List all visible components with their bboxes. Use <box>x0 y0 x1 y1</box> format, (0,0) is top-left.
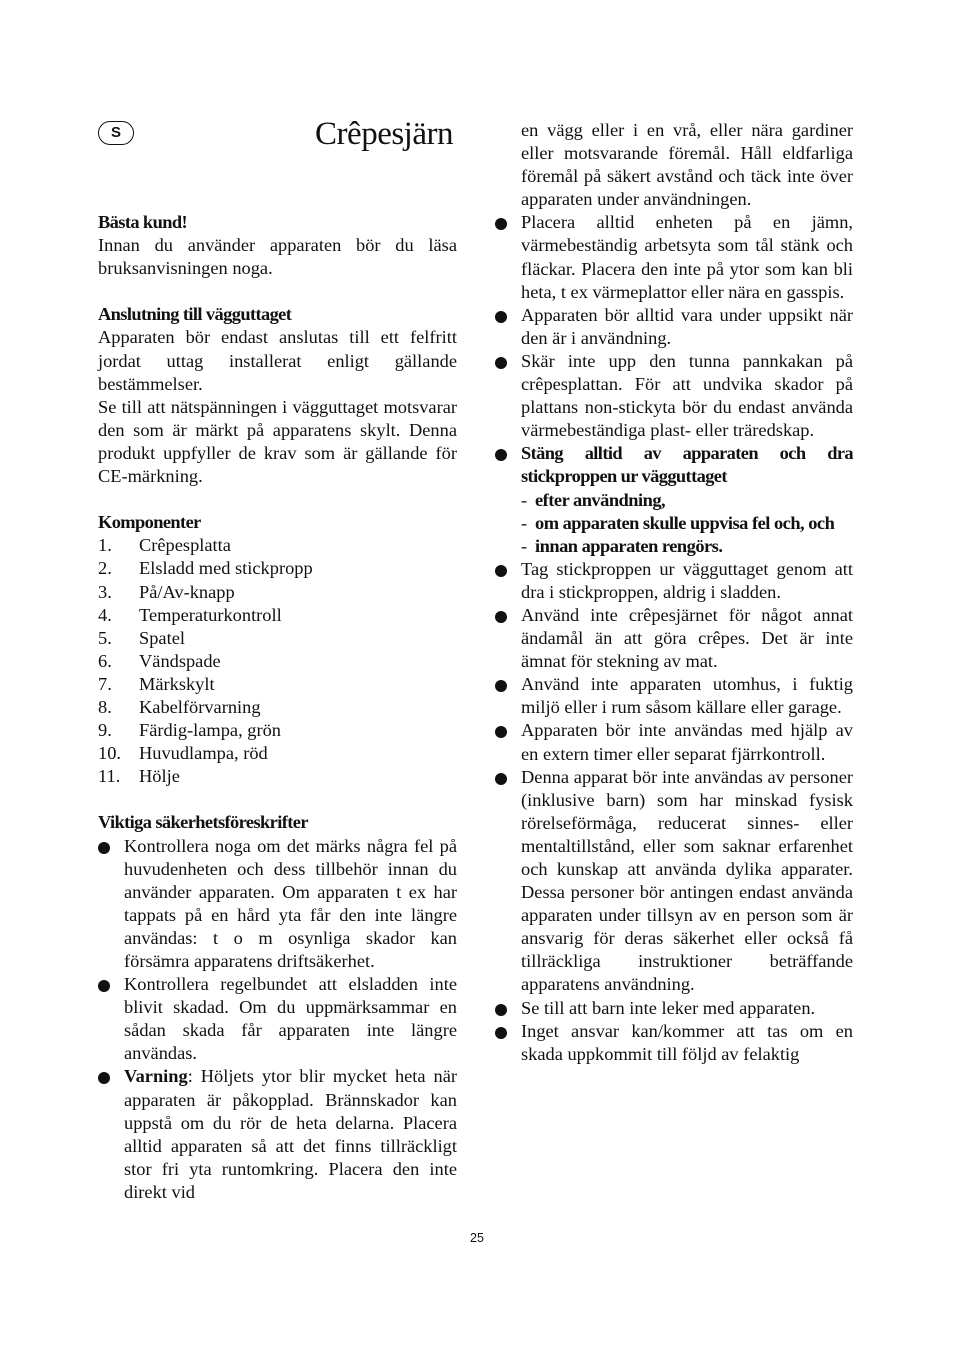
list-item <box>98 742 457 765</box>
connection-heading: Anslutning till vägguttaget <box>98 304 292 325</box>
item-text: Apparaten bör alltid vara under uppsikt när den är i användning. <box>521 304 853 348</box>
list-item <box>98 650 457 673</box>
intro-text: Innan du använder apparaten bör du läsa bruksanvisningen noga. <box>98 235 457 279</box>
list-item <box>98 604 457 627</box>
item-text: Kontrollera noga om det märks några fel på huvudenheten och dess tillbehör innan du använder apparaten. Om apparaten t ex har tappats på en hård yta får den inte längre användas: t o m osynliga skador kan försämra apparatens driftsäkerhet. <box>124 835 457 971</box>
list-item <box>98 835 457 974</box>
list-item <box>98 673 457 696</box>
item-label: Elsladd med stickpropp <box>139 558 313 579</box>
list-item <box>496 673 853 719</box>
item-number: 5. <box>98 627 112 648</box>
bullet-icon <box>495 611 507 623</box>
components-heading: Komponenter <box>98 512 201 533</box>
list-item <box>98 557 457 580</box>
item-text: Använd inte crêpesjärnet för något annat ändamål än att göra crêpes. Det är inte ämnat för stekning av mat. <box>521 604 853 672</box>
bullet-icon <box>495 449 507 461</box>
item-number: 3. <box>98 581 112 602</box>
item-text: Använd inte apparaten utomhus, i fuktig miljö eller i rum såsom källare eller garage. <box>521 674 853 718</box>
item-label: Hölje <box>139 766 180 787</box>
list-item <box>98 973 457 1065</box>
right-column <box>496 119 853 1066</box>
warning-label: Varning <box>124 1066 188 1087</box>
item-number: 11. <box>98 766 121 787</box>
connection-paragraph-2: Se till att nätspänningen i vägguttaget motsvarar den som är märkt på apparatens skylt. Denna produkt uppfyller de krav som är gällande för CE-märkning. <box>98 396 457 487</box>
list-item-unplug <box>496 442 853 557</box>
language-badge: S <box>98 121 134 145</box>
list-item <box>98 1065 457 1204</box>
item-label: På/Av-knapp <box>139 581 235 602</box>
sub-item-text: innan apparaten rengörs. <box>535 535 723 556</box>
unplug-sublist <box>521 489 853 558</box>
item-label: Märkskylt <box>139 673 215 694</box>
item-text: Placera alltid enheten på en jämn, värmebeständig arbetsyta som tål stänk och fläckar. Placera den inte på ytor som kan bli heta, t ex värmeplattor eller nära en gasspis. <box>521 212 853 302</box>
item-number: 8. <box>98 696 112 717</box>
sub-list-item: - efter användning, <box>521 489 666 510</box>
safety-heading: Viktiga säkerhetsföreskrifter <box>98 812 308 833</box>
item-text: Inget ansvar kan/kommer att tas om en skada uppkommit till följd av felaktig <box>521 1020 853 1064</box>
sub-list-item: - innan apparaten rengörs. <box>521 535 723 556</box>
safety-list-right <box>496 211 853 1065</box>
safety-list-left <box>98 835 457 1205</box>
sub-item-text: efter användning, <box>535 489 666 510</box>
list-item <box>496 304 853 350</box>
connection-paragraph-1: Apparaten bör endast anslutas till ett felfritt jordat uttag installerat enligt gällande bestämmelser. <box>98 327 457 394</box>
bullet-icon <box>495 726 507 738</box>
item-label: Spatel <box>139 627 185 648</box>
item-number: 1. <box>98 535 112 556</box>
list-item <box>496 211 853 303</box>
bullet-icon <box>98 980 110 992</box>
list-item <box>496 558 853 604</box>
item-number: 6. <box>98 650 112 671</box>
list-item <box>496 719 853 765</box>
item-text: Apparaten bör inte användas med hjälp av en extern timer eller separat fjärrkontroll. <box>521 720 853 764</box>
bullet-icon <box>98 1072 110 1084</box>
list-item <box>98 581 457 604</box>
item-number: 9. <box>98 720 112 741</box>
bullet-icon <box>495 311 507 323</box>
list-item <box>496 350 853 442</box>
bullet-icon <box>495 773 507 785</box>
item-text: Skär inte upp den tunna pannkakan på crêpesplattan. För att undvika skador på plattans non-stickyta bör du endast använda värmebeständiga plast- eller träredskap. <box>521 350 853 441</box>
sub-item-text: om apparaten skulle uppvisa fel och, och <box>535 512 835 533</box>
item-number: 10. <box>98 743 121 764</box>
components-list <box>98 534 457 788</box>
item-text: Kontrollera regelbundet att elsladden inte blivit skadad. Om du uppmärksammar en sådan skada får apparaten inte längre användas. <box>124 974 457 1064</box>
list-item <box>496 604 853 673</box>
bullet-icon <box>495 357 507 369</box>
list-item <box>496 766 853 997</box>
list-item <box>496 1020 853 1066</box>
sub-list-item: - om apparaten skulle uppvisa fel och, och <box>521 512 835 533</box>
bullet-icon <box>495 565 507 577</box>
page-title: Crêpesjärn <box>315 116 453 152</box>
continued-text: en vägg eller i en vrå, eller nära gardiner eller motsvarande föremål. Håll eldfarliga föremål på säkert avstånd och täck inte över apparaten under användningen. <box>521 120 853 210</box>
page-number: 25 <box>470 1231 484 1245</box>
item-number: 4. <box>98 604 112 625</box>
item-label: Kabelförvarning <box>139 696 261 717</box>
item-text: Tag stickproppen ur vägguttaget genom att dra i stickproppen, aldrig i sladden. <box>521 558 853 602</box>
list-item <box>98 696 457 719</box>
list-item <box>496 997 853 1020</box>
bullet-icon <box>98 842 110 854</box>
bullet-icon <box>495 1027 507 1039</box>
intro-heading: Bästa kund! <box>98 212 187 232</box>
bullet-icon <box>495 218 507 230</box>
bullet-icon <box>495 1004 507 1016</box>
item-label: Crêpesplatta <box>139 535 231 556</box>
item-text: Se till att barn inte leker med apparaten. <box>521 997 816 1018</box>
item-text: Denna apparat bör inte användas av personer (inklusive barn) som har minskad fysisk rörelseförmåga, reducerat sinnes- eller mentaltillstånd, eller som saknar erfarenhet och kunskap att använda dylika apparater. Dessa personer bör antingen endast använda apparaten under tillsyn av en person som är ansvarig för deras säkerhet eller också få tillräckliga instruktioner beträffande apparatens användning. <box>521 766 853 995</box>
item-label: Huvudlampa, röd <box>139 743 268 764</box>
left-column <box>98 211 457 1204</box>
item-label: Vändspade <box>139 650 221 671</box>
bullet-icon <box>495 680 507 692</box>
list-item <box>98 765 457 788</box>
list-item <box>98 719 457 742</box>
item-number: 7. <box>98 673 112 694</box>
item-label: Temperaturkontroll <box>139 604 282 625</box>
warning-text: : Höljets ytor blir mycket heta när apparaten är påkopplad. Brännskador kan uppstå om du rör de heta delarna. Placera alltid apparaten så att det finns tillräckligt stor fri yta runtomkring. Placera den inte direkt vid <box>124 1066 457 1202</box>
item-label: Färdig-lampa, grön <box>139 720 281 741</box>
list-item <box>98 627 457 650</box>
unplug-text: Stäng alltid av apparaten och dra stickproppen ur vägguttaget <box>521 443 853 487</box>
list-item <box>98 534 457 557</box>
item-number: 2. <box>98 558 112 579</box>
